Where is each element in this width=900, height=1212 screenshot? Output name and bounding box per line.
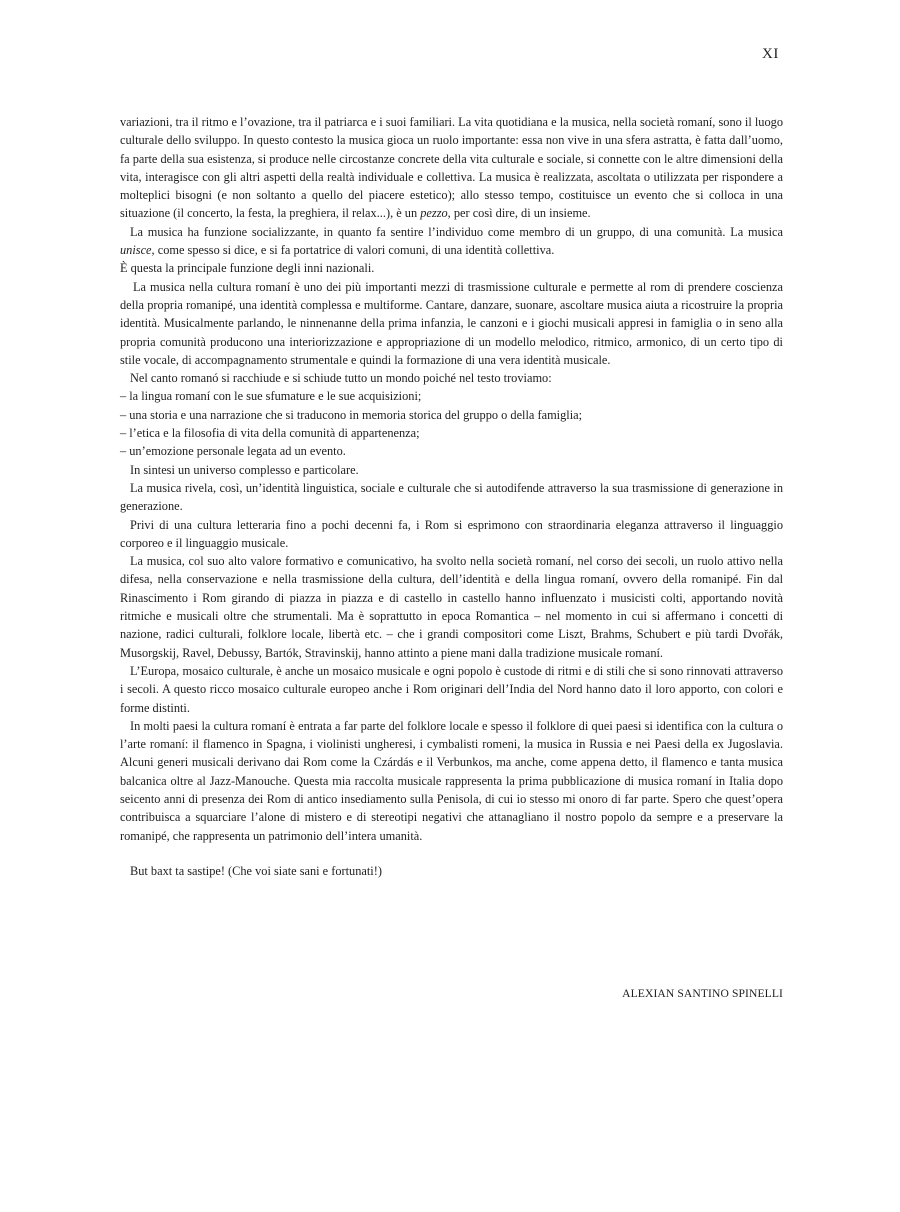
list-item: – una storia e una narrazione che si traducono in memoria storica del gruppo o della famiglia; (120, 407, 583, 422)
paragraph-5: In sintesi un universo complesso e particolare. (130, 462, 359, 477)
paragraph-7: Privi di una cultura letteraria fino a pochi decenni fa, i Rom si esprimono con straordinaria eleganza attraverso il linguaggio corporeo e il linguaggio musicale. (120, 517, 783, 550)
list-item: – un’emozione personale legata ad un evento. (120, 444, 346, 459)
list-item: – l’etica e la filosofia di vita della comunità di appartenenza; (120, 426, 420, 441)
list-item: – la lingua romaní con le sue sfumature e le sue acquisizioni; (120, 389, 422, 404)
paragraph-6: La musica rivela, così, un’identità linguistica, sociale e culturale che si autodifende attraverso la sua trasmissione di generazione in generazione. (120, 480, 783, 514)
paragraph-2-continuation: È questa la principale funzione degli inni nazionali. (120, 261, 375, 276)
paragraph-2-text-a: La musica ha funzione socializzante, in quanto fa sentire l’individuo come membro di un gruppo, di una comunità. La musica (130, 224, 783, 239)
paragraph-8: La musica, col suo alto valore formativo e comunicativo, ha svolto nella società romaní, nel corso dei secoli, un ruolo attivo nella difesa, nella conservazione e nella trasmissione della cultura, dell’identità e della lingua romaní, ovvero della romanipé. Fin dal Rinascimento i Rom girando di piazza in piazza e di castello in castello hanno influenzato i musicisti colti, apportando novità ritmiche e musicali oltre che strumentali. Ma è soprattutto in epoca Romantica – nel momento in cui si affermano i concetti di nazione, radici culturali, folklore locale, libertà etc. – che i grandi compositori come Liszt, Brahms, Schubert e più tardi Dvořák, Musorgskij, Ravel, Debussy, Bartók, Stravinskij, hanno attinto a piene mani dalla tradizione musicale romaní. (120, 554, 783, 660)
paragraph-1 (120, 113, 783, 223)
paragraph-1-text-b: , per così dire, di un insieme. (447, 206, 591, 221)
author-signature: ALEXIAN SANTINO SPINELLI (622, 987, 783, 1000)
paragraph-1-text-a: variazioni, tra il ritmo e l’ovazione, tra il patriarca e i suoi familiari. La vita quotidiana e la musica, nella società romaní, sono il luogo culturale dello sviluppo. In questo contesto la musica gioca un ruolo importante: essa non vive in una sfera astratta, è fatta dall’uomo, fa parte della sua esistenza, si produce nelle circostanze concrete della vita culturale e sociale, si connette con le altre dimensioni della vita, interagisce con gli altri aspetti della realtà individuale e collettiva. La musica è realizzata, ascoltata o utilizzata per rispondere a molteplici bisogni (e non soltanto a quello del piacere estetico); allo stesso tempo, costituisce un evento che si colloca in una situazione (il concerto, la festa, la preghiera, il relax...), è un (120, 115, 783, 221)
paragraph-1-emphasis: pezzo (420, 206, 448, 221)
page-number: XI (762, 46, 779, 62)
paragraph-2-emphasis: unisce (120, 243, 152, 258)
body-text (120, 113, 783, 880)
paragraph-10: In molti paesi la cultura romaní è entrata a far parte del folklore locale e spesso il folklore di quei paesi si identifica con la cultura o l’arte romaní: il flamenco in Spagna, i violinisti ungheresi, i cymbalisti romeni, la musica in Russia e nei Paesi della ex Jugoslavia. Alcuni generi musicali derivano dai Rom come la Czárdás e il Verbunkos, ma anche, come appena detto, il flamenco e tanta musica balcanica oltre al Jazz-Manouche. Questa mia raccolta musicale rappresenta la prima pubblicazione di musica romaní in Italia dopo seicento anni di presenza dei Rom di antico insediamento sulla Penisola, di cui io stesso mi onoro di far parte. Spero che quest’opera contribuisca a squarciare l’alone di mistero e di stereotipi negativi che attanagliano il nostro popolo da sempre e a preservare la romanipé, che rappresenta un patrimonio dell’intera umanità. (120, 718, 783, 843)
paragraph-4: Nel canto romanó si racchiude e si schiude tutto un mondo poiché nel testo troviamo: (130, 371, 552, 386)
paragraph-2-text-b: , come spesso si dice, e si fa portatrice di valori comuni, di una identità collettiva. (151, 243, 555, 258)
paragraph-9: L’Europa, mosaico culturale, è anche un mosaico musicale e ogni popolo è custode di ritmi e di stili che si sono rinnovati attraverso i secoli. A questo ricco mosaico culturale europeo anche i Rom originari dell’India del Nord hanno dato il loro apporto, con colori e forme distinti. (120, 663, 783, 715)
closing-line: But baxt ta sastipe! (Che voi siate sani e fortunati!) (130, 863, 382, 878)
paragraph-2 (120, 223, 783, 260)
paragraph-3: La musica nella cultura romaní è uno dei più importanti mezzi di trasmissione culturale e permette al rom di prendere coscienza della propria romanipé, una identità complessa e multiforme. Cantare, danzare, suonare, ascoltare musica aiuta a ricostruire la propria identità. Musicalmente parlando, le ninnenanne della prima infanzia, le canzoni e i giochi musicali appresi in famiglia o in seno alla propria comunità producono una interiorizzazione e appropriazione di un modello melodico, ritmico, armonico, di un certo tipo di stile vocale, di accompagnamento strumentale e quindi la formazione di una vera identità musicale. (120, 279, 783, 367)
